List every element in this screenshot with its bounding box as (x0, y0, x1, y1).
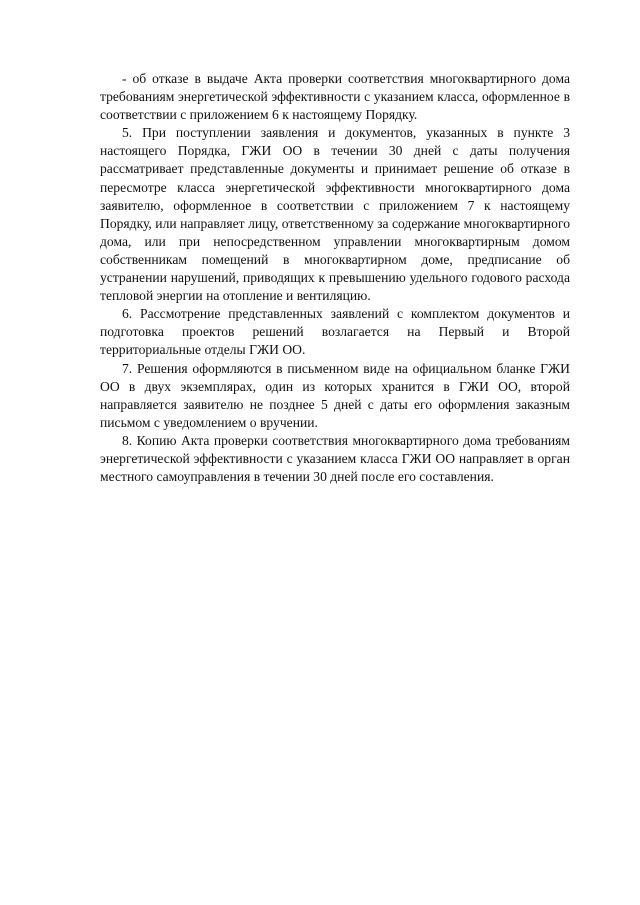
paragraph-refusal-act: - об отказе в выдаче Акта проверки соответствия многоквартирного дома требованиям энергетической эффективности с указанием класса, оформленное в соответствии с приложением 6 к настоящему Порядку. (100, 71, 570, 123)
paragraph-item-8: 8. Копию Акта проверки соответствия многоквартирного дома требованиям энергетической эффективности с указанием класса ГЖИ ОО направляет в орган местного самоуправления в течении 30 дней после его составления. (100, 432, 570, 485)
paragraph-item-5: 5. При поступлении заявления и документов, указанных в пункте 3 настоящего Порядка, ГЖИ ОО в течении 30 дней с даты получения рассматривает представленные документы и принимает решение об отказе в пересмотре класса энергетической эффективности многоквартирного дома заявителю, оформленное в соответствии с приложением 7 к настоящему Порядку, или направляет лицу, ответственному за содержание многоквартирного дома, или при непосредственном управлении многоквартирным домом собственникам помещений в многоквартирном доме, предписание об устранении нарушений, приводящих к превышению удельного годового расхода тепловой энергии на отопление и вентиляцию. (100, 125, 570, 304)
document-body (100, 70, 570, 486)
paragraph-item-7: 7. Решения оформляются в письменном виде на официальном бланке ГЖИ ОО в двух экземплярах, один из которых хранится в ГЖИ ОО, второй направляется заявителю не позднее 5 дней с даты его оформления заказным письмом с уведомлением о вручении. (100, 360, 570, 430)
paragraph-item-6: 6. Рассмотрение представленных заявлений с комплектом документов и подготовка проектов решений возлагается на Первый и Второй территориальные отделы ГЖИ ОО. (100, 306, 570, 358)
